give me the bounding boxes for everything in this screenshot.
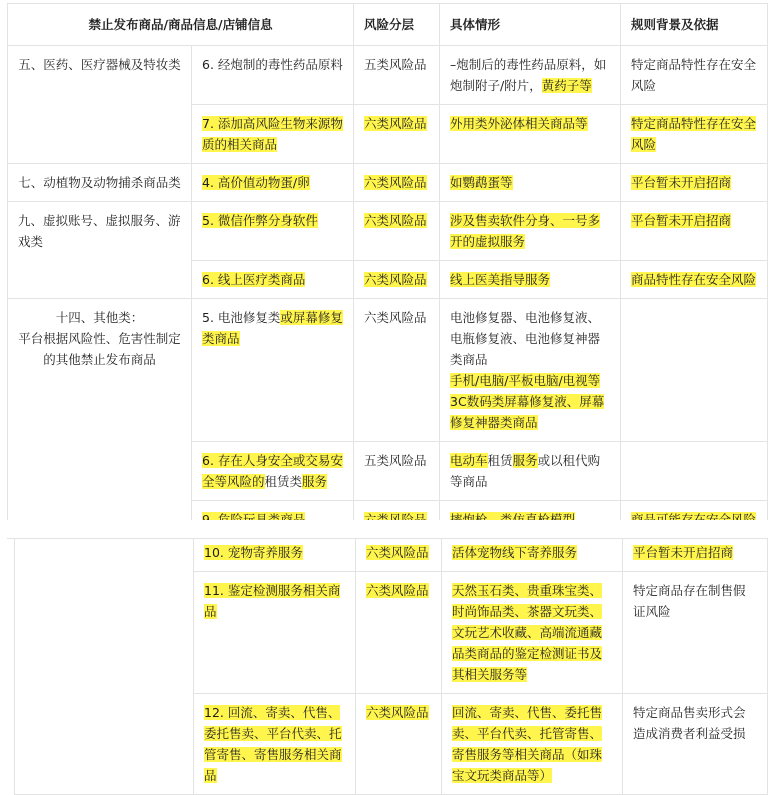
basis-cell: 商品特性存在安全风险	[621, 261, 768, 299]
risk-cell: 六类风险品	[354, 105, 440, 164]
table-row	[8, 46, 768, 105]
basis-cell: 平台暂未开启招商	[623, 539, 768, 572]
basis-cell	[621, 442, 768, 501]
table-row	[8, 202, 768, 261]
item-cell: 5. 电池修复类或屏幕修复类商品	[192, 299, 354, 442]
risk-cell: 六类风险品	[356, 694, 442, 795]
category-cell: 七、动植物及动物捕杀商品类	[8, 164, 192, 202]
bottom-table-block	[14, 538, 768, 795]
prohibited-goods-table-continued	[14, 538, 768, 795]
basis-cell: 特定商品特性存在安全风险	[621, 46, 768, 105]
item-cell: 4. 高价值动物蛋/卵	[192, 164, 354, 202]
item-cell: 11. 鉴定检测服务相关商品	[194, 572, 356, 694]
basis-cell: 特定商品存在制售假证风险	[623, 572, 768, 694]
item-cell: 6. 经炮制的毒性药品原料	[192, 46, 354, 105]
header-risk: 风险分层	[354, 4, 440, 46]
table-row	[15, 539, 768, 572]
risk-cell: 六类风险品	[356, 572, 442, 694]
header-row	[8, 4, 768, 46]
header-basis: 规则背景及依据	[621, 4, 768, 46]
risk-cell: 六类风险品	[354, 261, 440, 299]
item-cell: 12. 回流、寄卖、代售、委托售卖、平台代卖、托管寄售、寄售服务相关商品	[194, 694, 356, 795]
risk-cell: 五类风险品	[354, 442, 440, 501]
risk-cell: 六类风险品	[354, 164, 440, 202]
risk-cell: 六类风险品	[356, 539, 442, 572]
risk-cell: 五类风险品	[354, 46, 440, 105]
header-case: 具体情形	[440, 4, 621, 46]
case-cell: 回流、寄卖、代售、委托售卖、平台代卖、托管寄售、寄售服务等相关商品（如珠宝文玩类商品等）	[442, 694, 623, 795]
basis-cell: 平台暂未开启招商	[621, 164, 768, 202]
case-cell: 电池修复器、电池修复液、电瓶修复液、电池修复神器类商品 手机/电脑/平板电脑/电视等3C数码类屏幕修复液、屏幕修复神器类商品	[440, 299, 621, 442]
item-cell: 7. 添加高风险生物来源物质的相关商品	[192, 105, 354, 164]
risk-cell: 六类风险品	[354, 299, 440, 442]
category-cell: 十四、其他类： 平台根据风险性、危害性制定的其他禁止发布商品	[8, 299, 192, 539]
header-prohibited: 禁止发布商品/商品信息/店铺信息	[8, 4, 354, 46]
case-cell: 活体宠物线下寄养服务	[442, 539, 623, 572]
basis-cell	[621, 299, 768, 442]
category-cell-continued	[15, 539, 194, 795]
basis-cell: 平台暂未开启招商	[621, 202, 768, 261]
case-cell: 涉及售卖软件分身、一号多开的虚拟服务	[440, 202, 621, 261]
item-cell: 10. 宠物寄养服务	[194, 539, 356, 572]
prohibited-goods-table	[7, 3, 768, 539]
top-table-block	[7, 3, 768, 539]
item-cell: 6. 线上医疗类商品	[192, 261, 354, 299]
table-row	[8, 299, 768, 442]
case-cell: 电动车租赁服务或以租代购等商品	[440, 442, 621, 501]
item-cell: 6. 存在人身安全或交易安全等风险的租赁类服务	[192, 442, 354, 501]
basis-cell: 特定商品售卖形式会造成消费者利益受损	[623, 694, 768, 795]
page-break	[0, 520, 774, 538]
case-cell: 外用类外泌体相关商品等	[440, 105, 621, 164]
risk-cell: 六类风险品	[354, 202, 440, 261]
category-cell: 五、医药、医疗器械及特妆类	[8, 46, 192, 164]
case-cell: 如鹦鹉蛋等	[440, 164, 621, 202]
table-row	[8, 164, 768, 202]
item-cell: 5. 微信作弊分身软件	[192, 202, 354, 261]
category-cell: 九、虚拟账号、虚拟服务、游戏类	[8, 202, 192, 299]
case-cell: 线上医美指导服务	[440, 261, 621, 299]
case-cell: 天然玉石类、贵重珠宝类、时尚饰品类、茶器文玩类、文玩艺术收藏、高端流通藏品类商品的鉴定检测证书及其相关服务等	[442, 572, 623, 694]
basis-cell: 特定商品特性存在安全风险	[621, 105, 768, 164]
case-cell: –炮制后的毒性药品原料，如炮制附子/附片，黄药子等	[440, 46, 621, 105]
